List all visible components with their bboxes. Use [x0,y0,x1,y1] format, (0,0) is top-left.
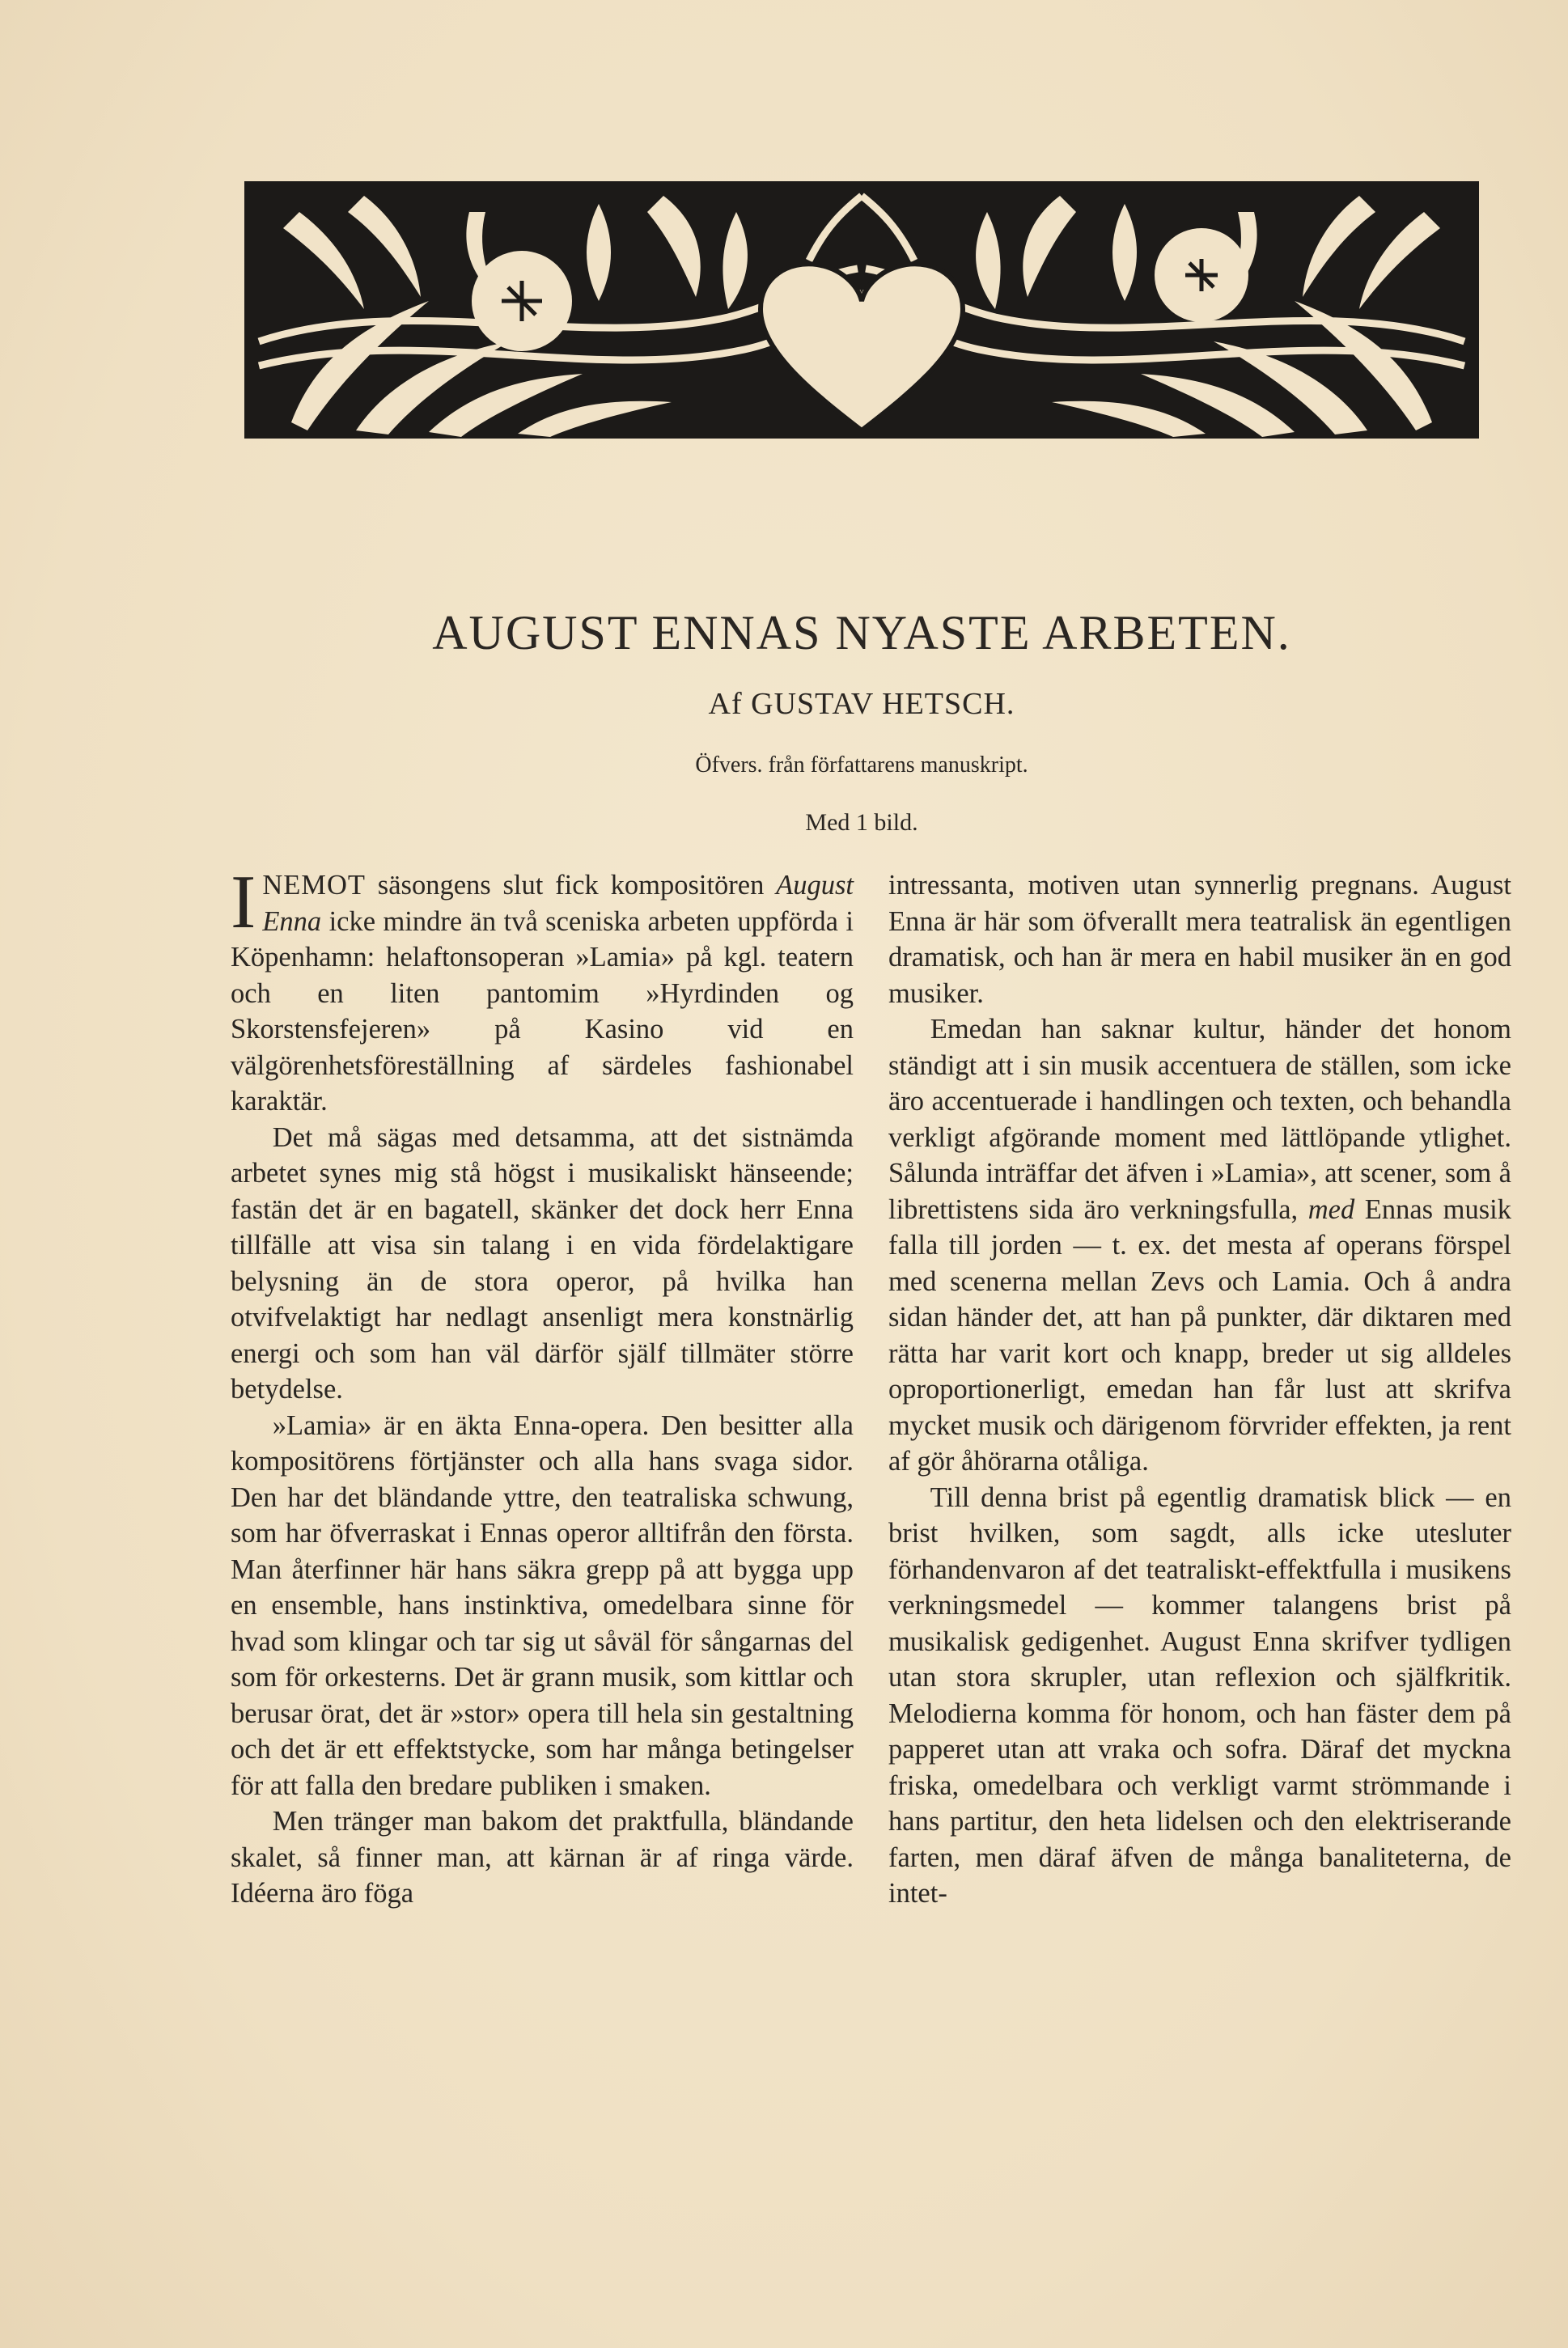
paragraph-4: Men tränger man bakom det praktfulla, bländande skalet, så finner man, att kärnan är af ringa värde. Idéerna äro föga [231,1806,854,1909]
paragraph-3: »Lamia» är en äkta Enna-opera. Den besitter alla kompositörens förtjänster och alla hans svaga sidor. Den har det bländande yttre, den teatraliska schwung, som har öfverraskat i Ennas operor alltifrån den första. Man återfinner här hans säkra grepp på att bygga upp en ensemble, hans instinktiva, omedelbara sinne för hvad som klingar och tar sig ut såväl för sångarnas del som för orkesterns. Det är grann musik, som kittlar och berusar örat, det är »stor» opera till hela sin gestaltning och det är ett effektstycke, som har många betingelser för att falla den bredare publiken i smaken. [231,1409,854,1801]
article-title: AUGUST ENNAS NYASTE ARBETEN. [432,606,1291,659]
byline-prefix: Af [708,687,743,721]
emphasis-med: med [1307,1193,1355,1225]
paragraph-2: Det må sägas med detsamma, att det sistnämda arbetet synes mig stå högst i musikaliskt hänseende; fastän det är en bagatell, skänker det dock herr Enna tillfälle att visa sin talang i en vida fördelaktigare belysning än de stora operor, på hvilka han otvifvelaktigt har nedlagt ansenligt mera konstnärlig energi och som han väl därför själf tillmäter större betydelse. [231,1121,854,1405]
composer-name: August Enna [262,870,854,937]
byline-author: GUSTAV HETSCH. [751,687,1015,721]
paragraph-1-text-a: säsongens slut fick kompositören [365,870,777,901]
drop-cap: I [231,860,256,944]
paragraph-6-text-b: Ennas musik falla till jorden — t. ex. det mesta af operans förspel med scenerna mellan Zevs och Lamia. Och å andra sidan händer det, att han på punkter, där diktaren med rätta har varit kort och knapp, breder ut sig alldeles oproportionerligt, emedan han får lust att skrifva mycket musik och därigenom förvrider effekten, ja rent af gör åhörarna otåliga. [888,1193,1511,1477]
byline [243,686,1481,722]
column-left [231,860,854,1912]
heart-and-fruit-vine-icon [243,180,1481,440]
translation-note: Öfvers. från författarens manuskript. [695,752,1028,778]
paragraph-1 [231,860,854,1120]
paragraph-1-text-b: icke mindre än två sceniska arbeten uppförda i Köpenhamn: helaftonsoperan »Lamia» på kgl. teatern och en liten pantomim »Hyrdinden og Skorstensfejeren» på Kasino vid en välgörenhetsföreställning af särdeles fashionabel karaktär. [231,905,854,1117]
lead-caps: NEMOT [262,870,366,901]
paragraph-6 [888,1011,1511,1480]
paragraph-5: intressanta, motiven utan synnerlig pregnans. August Enna är här som öfverallt mera teatralisk än egentligen dramatisk, och han är mera en habil musiker än en god musiker. [888,870,1511,1009]
illustration-note: Med 1 bild. [805,809,918,836]
column-right [888,867,1511,1912]
decorative-headpiece [243,180,1481,440]
paragraph-7: Till denna brist på egentlig dramatisk blick — en brist hvilken, som sagdt, alls icke utesluter förhandenvaron af det teatraliskt-effektfulla i musikens verkningsmedel — kommer talangens brist på musikalisk gedigenhet. August Enna skrifver tydligen utan stora skrupler, utan reflexion och själfkritik. Melodierna komma för honom, och han fäster dem på papperet utan att vraka och sofra. Däraf det myckna friska, omedelbara och verkligt varmt strömmande i hans partitur, den heta lidelsen och den elektriserande farten, men däraf äfven de många banaliteterna, de intet- [888,1481,1511,1909]
paragraph-6-text-a: Emedan han saknar kultur, händer det honom ständigt att i sin musik accentuera de ställen, som icke äro accentuerade i handlingen och texten, och behandla verkligt afgörande moment med lättlöpande ytlighet. Sålunda inträffar det äfven i »Lamia», att scener, som å librettistens sida äro verkningsfulla, [888,1014,1511,1225]
